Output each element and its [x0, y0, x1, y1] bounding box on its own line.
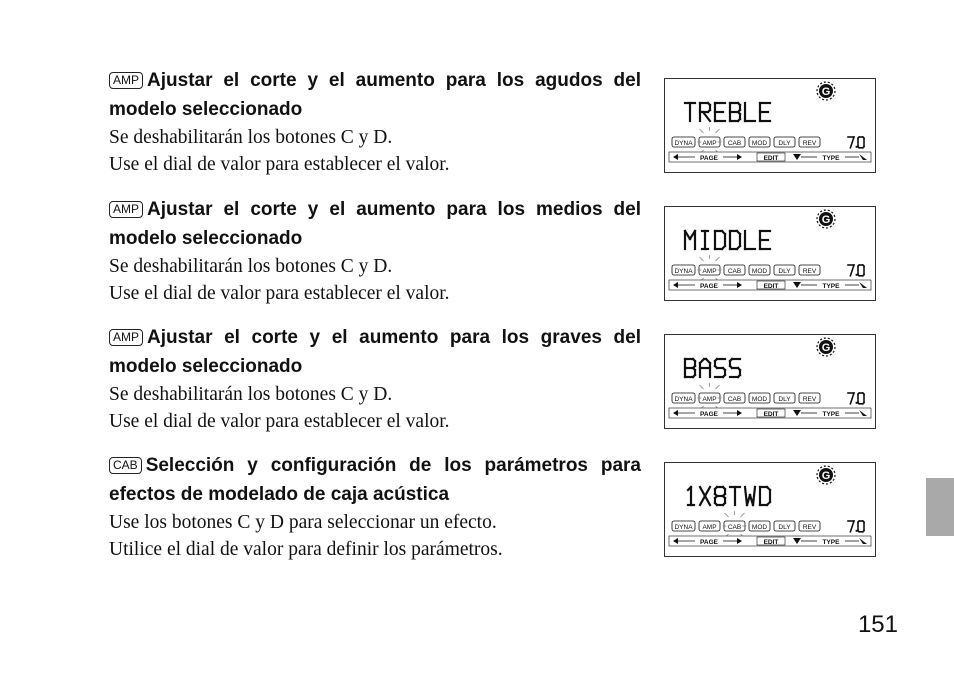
module-label: MOD — [751, 524, 768, 531]
section-cabinet — [109, 451, 641, 563]
body-line: Use el dial de valor para establecer el valor. — [109, 283, 450, 304]
module-dly — [774, 265, 795, 275]
lcd-value — [848, 137, 864, 148]
lcd-value — [848, 393, 864, 404]
module-label: DLY — [778, 396, 791, 403]
type-label: TYPE — [822, 411, 840, 418]
heading-text: Ajustar el corte y el aumento para los graves del modelo seleccionado — [109, 327, 641, 377]
module-label: AMP — [702, 140, 717, 147]
logo-letter: G — [821, 470, 831, 482]
module-rev — [799, 137, 820, 147]
module-rev — [799, 393, 820, 403]
type-label: TYPE — [822, 155, 840, 162]
page-number: 151 — [857, 611, 898, 638]
edit-label: EDIT — [763, 283, 779, 290]
lcd-bottom-bar — [669, 152, 871, 162]
body-line: Use el dial de valor para establecer el valor. — [109, 154, 450, 175]
logo-letter: G — [821, 214, 831, 226]
module-label: REV — [802, 524, 817, 531]
module-label: MOD — [751, 396, 768, 403]
module-dyna — [672, 137, 695, 147]
lcd-value — [848, 521, 864, 532]
body-line: Se deshabilitarán los botones C y D. — [109, 384, 393, 405]
edit-label: EDIT — [763, 155, 779, 162]
section-heading — [109, 451, 641, 509]
module-mod — [749, 393, 770, 403]
module-label: DYNA — [674, 524, 693, 531]
section-treble — [109, 66, 641, 178]
module-rev — [799, 265, 820, 275]
module-label: MOD — [751, 268, 768, 275]
body-line: Use los botones C y D para seleccionar un efecto. — [109, 512, 497, 533]
lcd-bottom-bar — [669, 280, 871, 290]
guitar-logo-icon — [817, 82, 835, 100]
section-middle — [109, 195, 641, 307]
lcd-display-treble — [664, 78, 876, 173]
module-label: CAB — [727, 268, 742, 275]
section-bass — [109, 323, 641, 435]
lcd-value — [848, 265, 864, 276]
body-line: Se deshabilitarán los botones C y D. — [109, 127, 393, 148]
heading-text: Selección y configuración de los parámetros para efectos de modelado de caja acústica — [109, 455, 641, 505]
amp-tag-icon: AMP — [109, 329, 143, 346]
logo-letter: G — [821, 86, 831, 98]
lcd-display-bass — [664, 334, 876, 429]
cab-tag-icon: CAB — [109, 457, 142, 474]
type-label: TYPE — [822, 539, 840, 546]
guitar-logo-icon — [817, 210, 835, 228]
module-cab — [724, 393, 745, 403]
heading-text: Ajustar el corte y el aumento para los agudos del modelo seleccionado — [109, 70, 641, 120]
module-mod — [749, 137, 770, 147]
edit-label: EDIT — [763, 411, 779, 418]
section-heading — [109, 66, 641, 124]
module-label: DLY — [778, 268, 791, 275]
module-cab — [724, 265, 745, 275]
lcd-display-middle — [664, 206, 876, 301]
lcd-main-text — [685, 231, 770, 249]
module-dyna — [672, 521, 695, 531]
module-dly — [774, 393, 795, 403]
module-label: DYNA — [674, 268, 693, 275]
guitar-logo-icon — [817, 338, 835, 356]
page-label: PAGE — [700, 155, 718, 162]
amp-tag-icon: AMP — [109, 72, 143, 89]
module-label: DLY — [778, 140, 791, 147]
lcd-display-cabinet — [664, 462, 876, 557]
module-label: CAB — [727, 140, 742, 147]
amp-tag-icon: AMP — [109, 201, 143, 218]
module-label: MOD — [751, 140, 768, 147]
module-label: REV — [802, 140, 817, 147]
module-mod — [749, 521, 770, 531]
module-mod — [749, 265, 770, 275]
module-amp — [699, 521, 720, 531]
module-label: REV — [802, 268, 817, 275]
section-heading — [109, 195, 641, 253]
edit-label: EDIT — [763, 539, 779, 546]
page-label: PAGE — [700, 539, 718, 546]
type-label: TYPE — [822, 283, 840, 290]
module-rev — [799, 521, 820, 531]
lcd-main-text — [685, 103, 770, 121]
lcd-main-text — [688, 487, 770, 505]
page-label: PAGE — [700, 283, 718, 290]
module-label: AMP — [702, 524, 717, 531]
module-dyna — [672, 393, 695, 403]
module-label: DLY — [778, 524, 791, 531]
chapter-side-tab — [926, 478, 954, 536]
module-dly — [774, 137, 795, 147]
module-label: AMP — [702, 396, 717, 403]
lcd-bottom-bar — [669, 536, 871, 546]
module-label: AMP — [702, 268, 717, 275]
logo-letter: G — [821, 342, 831, 354]
body-line: Use el dial de valor para establecer el valor. — [109, 411, 450, 432]
module-dyna — [672, 265, 695, 275]
module-dly — [774, 521, 795, 531]
module-label: DYNA — [674, 140, 693, 147]
guitar-logo-icon — [817, 466, 835, 484]
lcd-bottom-bar — [669, 408, 871, 418]
section-heading — [109, 323, 641, 381]
lcd-main-text — [685, 359, 740, 377]
page-label: PAGE — [700, 411, 718, 418]
heading-text: Ajustar el corte y el aumento para los medios del modelo seleccionado — [109, 199, 641, 249]
module-label: CAB — [727, 396, 742, 403]
body-line: Se deshabilitarán los botones C y D. — [109, 256, 393, 277]
module-label: DYNA — [674, 396, 693, 403]
module-label: CAB — [727, 524, 742, 531]
module-label: REV — [802, 396, 817, 403]
body-line: Utilice el dial de valor para definir los parámetros. — [109, 539, 503, 560]
module-cab — [724, 137, 745, 147]
